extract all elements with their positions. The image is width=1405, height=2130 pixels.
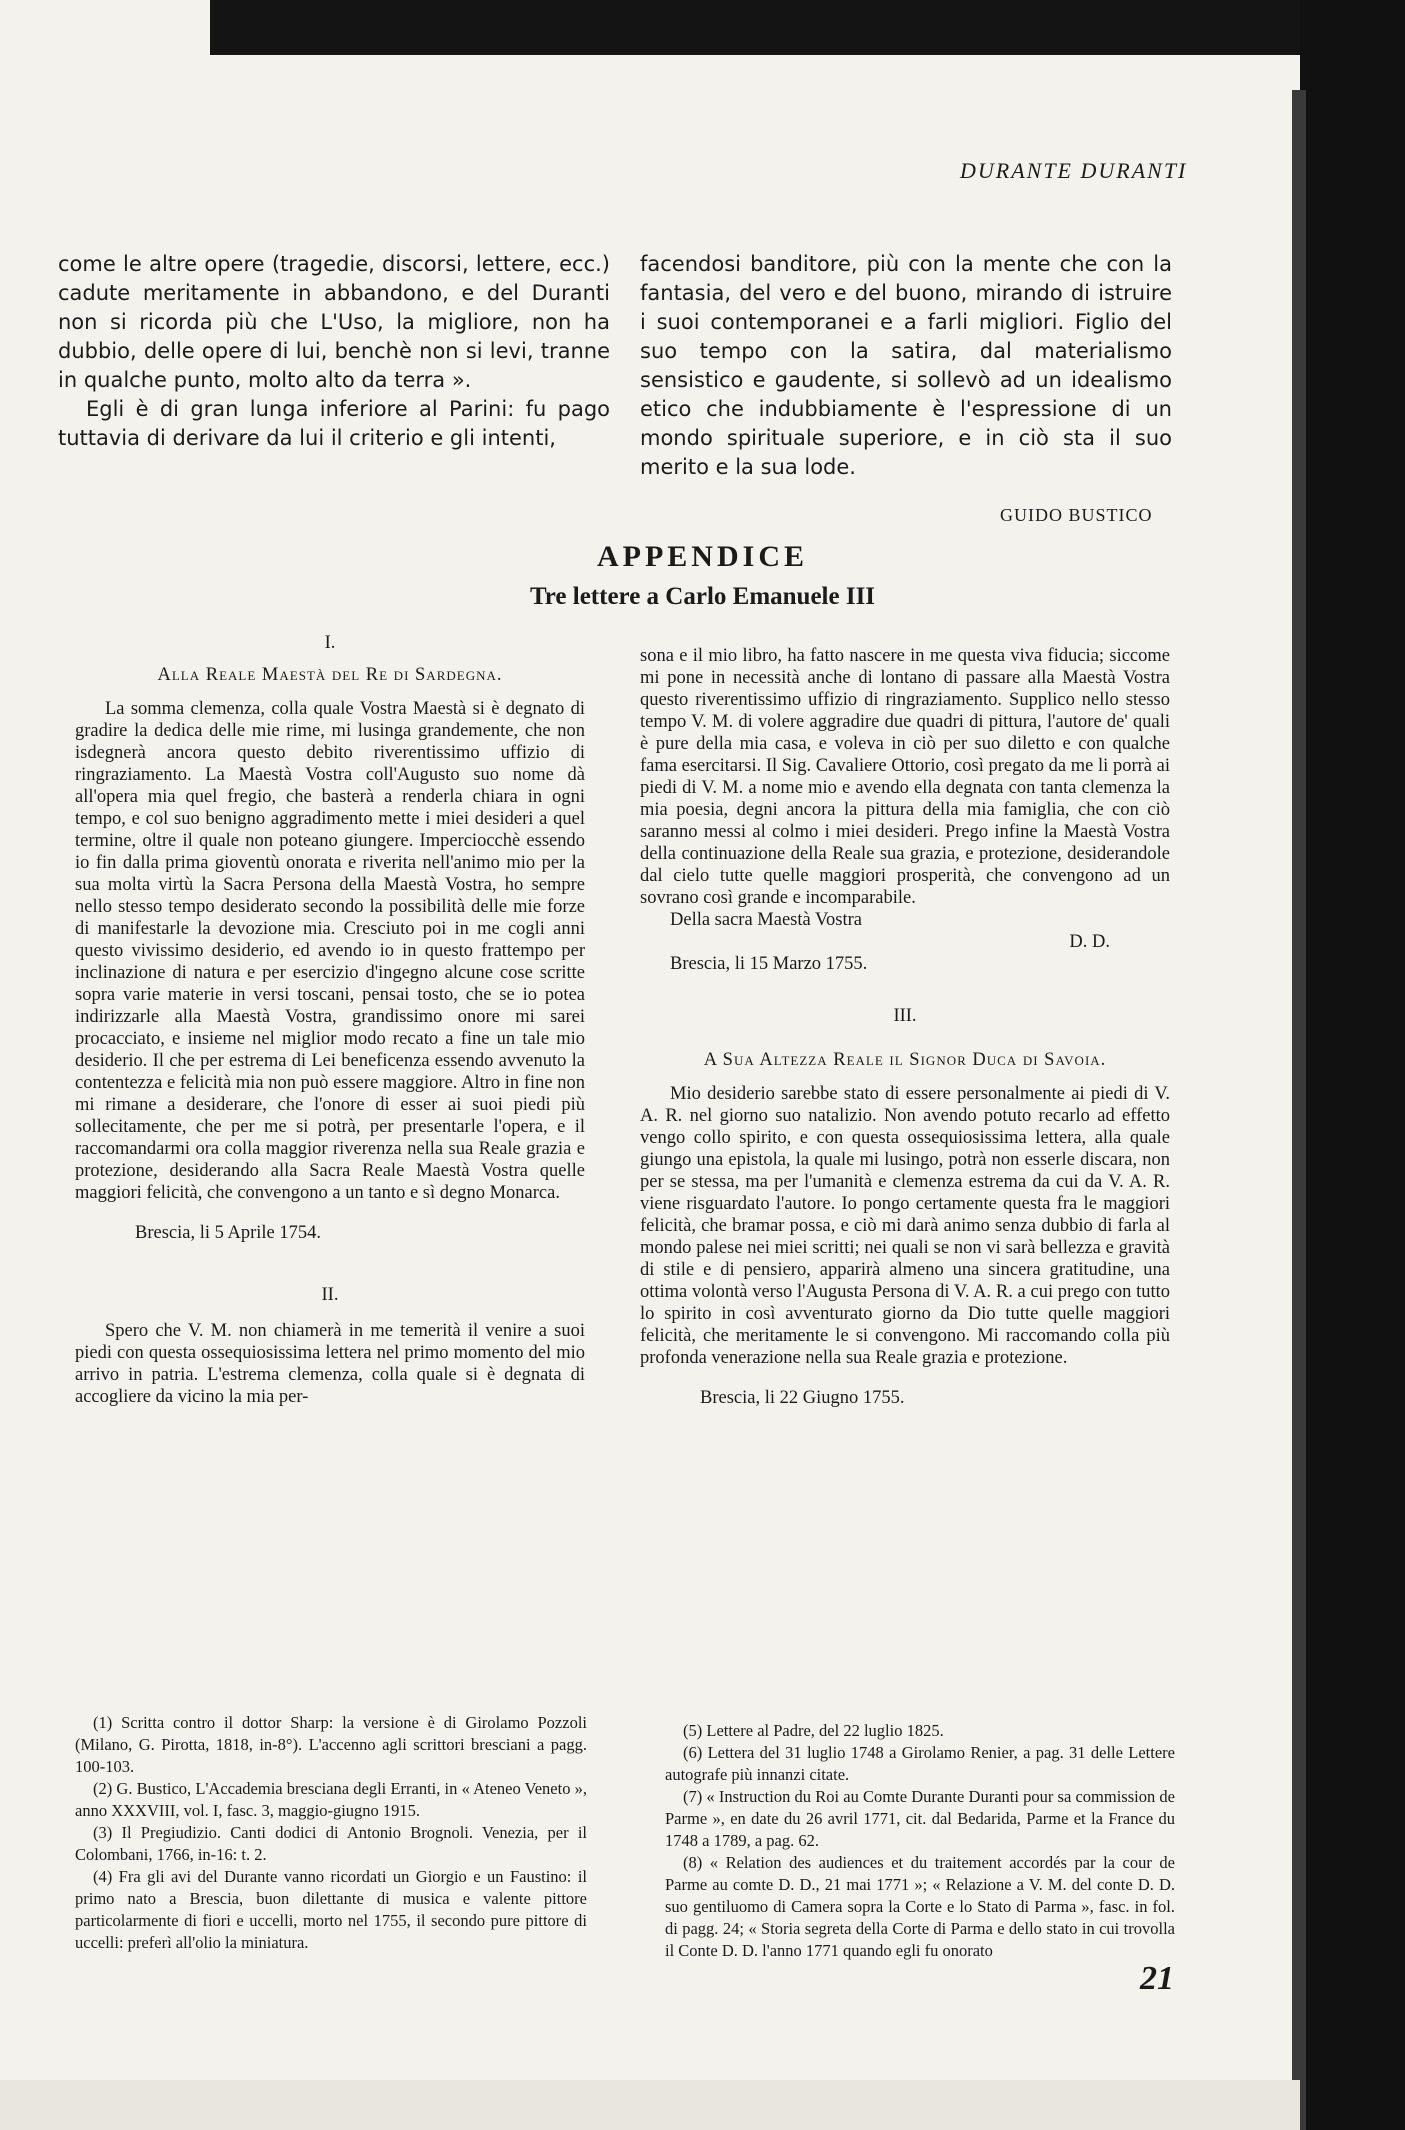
footnote-4: (4) Fra gli avi del Durante vanno ricordati un Giorgio e un Faustino: il primo nato a Brescia, buon dilettante di musica e valente pittore particolarmente di fiori e uccelli, morto nel 1755, il secondo pure pittore di uccelli: preferì all'olio la miniatura.: [75, 1867, 587, 1952]
intro-left-paragraph-1: come le altre opere (tragedie, discorsi, lettere, ecc.) cadute meritamente in abbandono, e del Duranti non si ricorda più che L'Uso, la migliore, non ha dubbio, delle opere di lui, benchè non si levi, tranne in qualche punto, molto alto da terra ».: [58, 252, 610, 392]
letter-2-body-start: Spero che V. M. non chiamerà in me temerità il venire a suoi piedi con questa ossequiosissima lettera nel primo momento del mio arrivo in patria. L'estrema clemenza, colla quale si è degnata di accogliere da vicino la mia per-: [75, 1321, 585, 1407]
page-number: 21: [1140, 1960, 1174, 1997]
appendix-title: APPENDICE: [596, 540, 808, 573]
letter-3-body: Mio desiderio sarebbe stato di essere personalmente ai piedi di V. A. R. nel giorno suo natalizio. Non avendo potuto recarlo ad effetto vengo collo spirito, e con questa ossequiosissima lettera, alla quale giungo una epistola, la quale mi lusingo, potrà non esserle discara, non per se stessa, ma per l'umanità e clemenza estrema da cui da V. A. R. viene risguardato l'autore. Io pongo certamente questa fra le maggiori felicità, che bramar possa, e ciò mi darà animo senza dubbio di farla al mondo palese nei miei scritti; nei quali se non vi sarà bellezza e gravità di stile e di pensiero, apparirà almeno una sincera gratitudine, una ottima volontà verso l'Augusta Persona di V. A. R. a cui prego con tutto lo spirito in così avventurato giorno da Dio tutte quelle maggiori felicità, che meritamente le si convengono. Mi raccomando colla più profonda venerazione nella sua Reale grazia e protezione.: [640, 1084, 1170, 1368]
intro-left-paragraph-2: Egli è di gran lunga inferiore al Parini: fu pago tuttavia di derivare da lui il criterio e gli intenti,: [58, 397, 610, 450]
scan-top-border: [0, 0, 1405, 55]
footnotes-left: [75, 1712, 587, 1954]
letter-1-number: I.: [324, 633, 336, 653]
appendix-subtitle: Tre lettere a Carlo Emanuele III: [529, 583, 876, 610]
letter-2-date: Brescia, li 15 Marzo 1755.: [670, 954, 868, 974]
footnote-1: (1) Scritta contro il dottor Sharp: la versione è di Girolamo Pozzoli (Milano, G. Pirotta, 1818, in-8°). L'accenno agli scrittori bresciani a pagg. 100-103.: [75, 1713, 587, 1776]
appendix-right-column: [640, 645, 1170, 1409]
letter-3-address: A Sua Altezza Reale il Signor Duca di Savoia.: [703, 1050, 1107, 1070]
footnote-6: (6) Lettera del 31 luglio 1748 a Girolamo Renier, a pag. 31 delle Lettere autografe più innanzi citate.: [665, 1743, 1175, 1784]
footnote-3: (3) Il Pregiudizio. Canti dodici di Antonio Brognoli. Venezia, per il Colombani, 1766, in-16: t. 2.: [75, 1823, 587, 1864]
author-signature: GUIDO BUSTICO: [1000, 505, 1153, 525]
spacer: [75, 1244, 585, 1284]
intro-right-column: [640, 250, 1172, 482]
scan-right-border: [1300, 0, 1405, 2130]
appendix-left-column: [75, 632, 585, 1408]
spacer: [640, 975, 1170, 1005]
letter-3-number: III.: [893, 1006, 917, 1026]
letter-2-body-continued: sona e il mio libro, ha fatto nascere in me questa viva fiducia; siccome mi pone in necessità anche di lontano di passare alla Maestà Vostra questo riverentissimo uffizio di ringraziamento. Supplico nello stesso tempo V. M. di volere aggradire due quadri di pittura, l'autore de' quali è pure della mia casa, e voleva in ciò per suo diletto e con qualche fama esercitarsi. Il Sig. Cavaliere Ottorio, così pregato da me li porrà ai piedi di V. M. a nome mio e avendo ella degnata con tanta clemenza la mia poesia, degni ancora la pittura della mia famiglia, che con ciò saranno messi al colmo i miei desideri. Prego infine la Maestà Vostra della continuazione della Reale sua grazia, e protezione, desiderandole dal cielo tutte quelle maggiori prosperità, che convengono ad un sovrano così grande e incomparabile.: [640, 646, 1170, 908]
running-head: DURANTE DURANTI: [960, 158, 1188, 183]
footnote-5: (5) Lettere al Padre, del 22 luglio 1825.: [683, 1721, 944, 1740]
footnotes-right: [665, 1720, 1175, 1962]
binding-shadow: [1292, 90, 1306, 2130]
footnote-8: (8) « Relation des audiences et du traitement accordés par la cour de Parme au comte D. D., 21 mai 1771 »; « Relazione a V. M. del conte D. D. suo gentiluomo di Camera sopra la Corte e lo Stato di Parma », fasc. in fol. di pagg. 24; « Storia segreta della Corte di Parma e dello stato in cui trovolla il Conte D. D. l'anno 1771 quando egli fu onorato: [665, 1853, 1175, 1960]
scan-corner: [0, 0, 210, 55]
letter-3-date: Brescia, li 22 Giugno 1755.: [700, 1388, 905, 1408]
intro-right-paragraph: facendosi banditore, più con la mente che con la fantasia, del vero e del buono, mirando di istruire i suoi contemporanei e a farli migliori. Figlio del suo tempo con la satira, dal materialismo sensistico e gaudente, si sollevò ad un idealismo etico che indubbiamente è l'espressione di un mondo spirituale superiore, e in ciò sta il suo merito e la sua lode.: [640, 252, 1172, 479]
footnote-2: (2) G. Bustico, L'Accademia bresciana degli Erranti, in « Ateneo Veneto », anno XXXVIII, vol. I, fasc. 3, maggio-giugno 1915.: [75, 1779, 587, 1820]
scan-bottom-margin: [0, 2080, 1300, 2130]
letter-1-address: Alla Reale Maestà del Re di Sardegna.: [157, 665, 503, 685]
letter-1-date: Brescia, li 5 Aprile 1754.: [135, 1223, 321, 1243]
letter-1-body: La somma clemenza, colla quale Vostra Maestà si è degnato di gradire la dedica delle mie rime, mi lusinga grandemente, che non isdegnerà ancora questo debito riverentissimo uffizio di ringraziamento. La Maestà Vostra coll'Augusto suo nome dà all'opera mia quel fregio, che basterà a renderla chiara in ogni tempo, e col suo benigno aggradimento mette i miei desideri a quel termine, oltre il quale non poteano giungere. Imperciocchè essendo io fin dalla prima gioventù onorata e riverita nell'animo mio per la sua molta virtù la Sacra Persona della Maestà Vostra, ho sempre nello stesso tempo desiderato secondo la possibilità delle mie forze di manifestarle la devozione mia. Cresciuto poi in me cogli anni questo vivissimo desiderio, ed avendo io in questo frattempo per inclinazione di natura e per esercizio d'ingegno alcune cose scritte sopra varie materie in versi toscani, pensai tosto, che se io potea indirizzarle alla Maestà Vostra, grandissimo onore mi sarei procacciato, e insieme nel miglior modo recato a fine un tale mio desiderio. Il che per estrema di Lei beneficenza essendo avvenuto la contentezza e felicità mia non può essere maggiore. Altro in fine non mi rimane a desiderare, che l'onore di esser ai suoi piedi più sollecitamente, che per me si potrà, per presentarle l'opera, e il raccomandarmi ora colla maggior riverenza nella sua Reale grazia e protezione, desiderando alla Sacra Reale Maestà Vostra quelle maggiori felicità, che convengono a un tanto e sì degno Monarca.: [75, 699, 585, 1203]
letter-2-number: II.: [321, 1285, 339, 1305]
intro-left-column: [58, 250, 610, 453]
letter-2-closing: Della sacra Maestà Vostra: [670, 910, 862, 930]
letter-2-signature: D. D.: [1069, 932, 1110, 952]
footnote-7: (7) « Instruction du Roi au Comte Durante Duranti pour sa commission de Parme », en date du 26 avril 1771, cit. dal Bedarida, Parme et la France du 1748 a 1789, a pag. 62.: [665, 1787, 1175, 1850]
